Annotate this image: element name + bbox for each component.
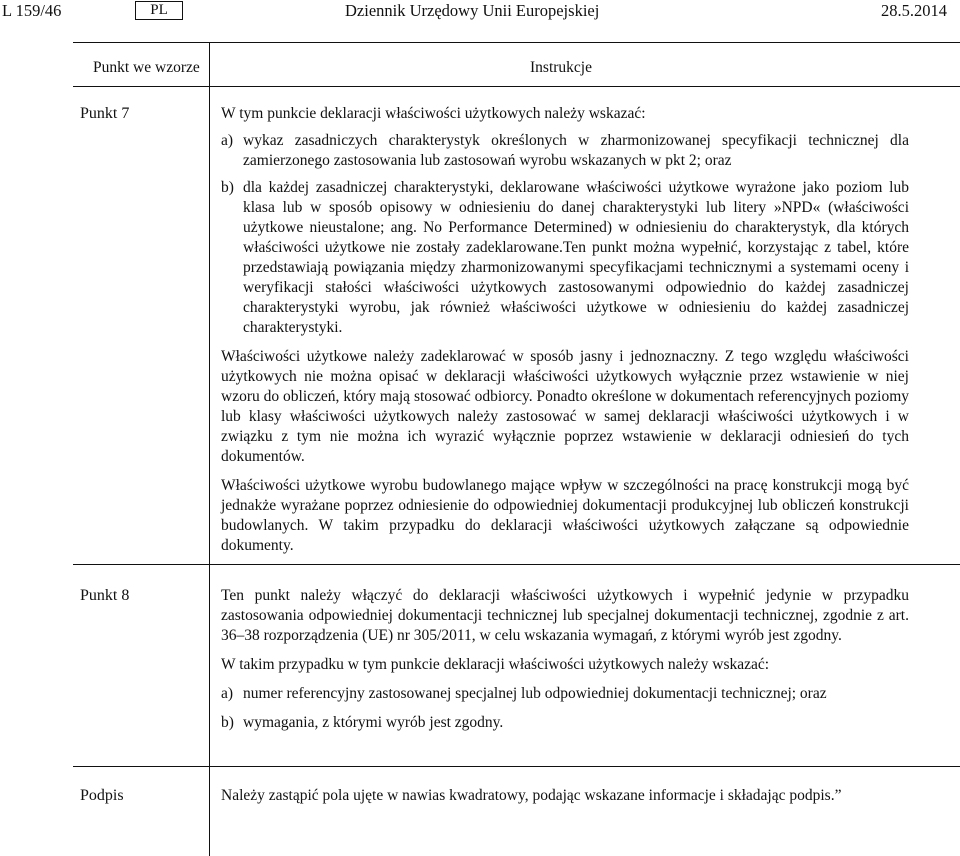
list-item <box>221 178 909 338</box>
paragraph: W takim przypadku w tym punkcie deklaracji właściwości użytkowych należy wskazać: <box>221 656 770 673</box>
row-label: Podpis <box>80 787 124 804</box>
list-item-text: numer referencyjny zastosowanej specjalnej lub odpowiedniej dokumentacji technicznej; oraz <box>243 685 827 702</box>
list-marker: b) <box>221 714 234 731</box>
row-label: Punkt 7 <box>80 105 130 122</box>
paragraph: Ten punkt należy włączyć do deklaracji właściwości użytkowych i wypełnić jedynie w przypadku zastosowania odpowiedniej dokumentacji technicznej lub specjalnej dokumentacji technicznej, zgodnie z art. 36–38 rozporządzenia (UE) nr 305/2011, w celu wskazania wymagań, z którymi wyrób jest zgodny. <box>221 587 909 644</box>
row-instructions <box>221 104 909 556</box>
list-item <box>221 713 909 733</box>
paragraph: Należy zastąpić pola ujęte w nawias kwadratowy, podając wskazane informacje i składając podpis.” <box>221 787 842 804</box>
row-instructions <box>221 786 909 806</box>
row-label: Punkt 8 <box>80 587 130 604</box>
intro-text: W tym punkcie deklaracji właściwości użytkowych należy wskazać: <box>221 105 646 122</box>
running-header <box>0 0 960 26</box>
table-header-rule <box>73 86 960 87</box>
publication-date: 28.5.2014 <box>881 1 947 20</box>
list-item-text: dla każdej zasadniczej charakterystyki, deklarowane właściwości użytkowe wyrażone jako poziom lub klasa lub w sposób opisowy w odniesieniu do danej charakterystyki lub litery »NPD« (właściwości użytkowe nieustalone; ang. No Performance Determined) w odniesieniu do charakterystyk, dla których właściwości użytkowe nie zostały zadeklarowane.Ten punkt można wypełnić, korzystając z tabel, które przedstawiają powiązania między zharmonizowanymi specyfikacjami technicznymi a systemami oceny i weryfikacji stałości właściwości użytkowych zastosowanymi odpowiednio do każdej zasadniczej charakterystyki wyrobu, jak również właściwości użytkowe w odniesieniu do każdej zasadniczej charakterystyki. <box>243 179 909 336</box>
column-header-item: Punkt we wzorze <box>93 59 200 76</box>
list-marker: a) <box>221 132 234 149</box>
table-top-rule <box>73 42 960 43</box>
row-divider-rule <box>73 564 960 565</box>
column-header-instructions: Instrukcje <box>530 59 592 76</box>
row-instructions <box>221 586 909 733</box>
paragraph: Właściwości użytkowe należy zadeklarować w sposób jasny i jednoznaczny. Z tego względu właściwości użytkowych nie można opisać w deklaracji właściwości użytkowych wyłącznie przez wstawienie w niej wzoru do obliczeń, który mają stosować odbiorcy. Ponadto określone w dokumentach referencyjnych poziomy lub klasy właściwości użytkowych należy zastosować w samej deklaracji właściwości użytkowych i w związku z tym nie można ich wyrazić wyłącznie poprzez wstawienie w deklaracji odniesień do tych dokumentów. <box>221 348 909 465</box>
language-badge: PL <box>135 1 183 20</box>
list-item-text: wymagania, z którymi wyrób jest zgodny. <box>243 714 504 731</box>
list-marker: b) <box>221 179 234 196</box>
column-divider <box>209 42 210 856</box>
paragraph: Właściwości użytkowe wyrobu budowlanego mające wpływ w szczególności na pracę konstrukcji mogą być jednakże wyrażane poprzez odniesienie do odpowiedniej dokumentacji produkcyjnej lub obliczeń konstrukcji budowlanych. W takim przypadku do deklaracji właściwości użytkowych załączane są odpowiednie dokumenty. <box>221 477 909 554</box>
list-item-text: wykaz zasadniczych charakterystyk określonych w zharmonizowanej specyfikacji technicznej dla zamierzonego zastosowania lub zastosowań wyrobu wskazanych w pkt 2; oraz <box>243 132 909 169</box>
page-reference: L 159/46 <box>2 1 62 20</box>
list-item <box>221 131 909 171</box>
journal-title: Dziennik Urzędowy Unii Europejskiej <box>345 1 600 20</box>
list-marker: a) <box>221 685 234 702</box>
row-divider-rule <box>73 766 960 767</box>
list-item <box>221 684 909 704</box>
